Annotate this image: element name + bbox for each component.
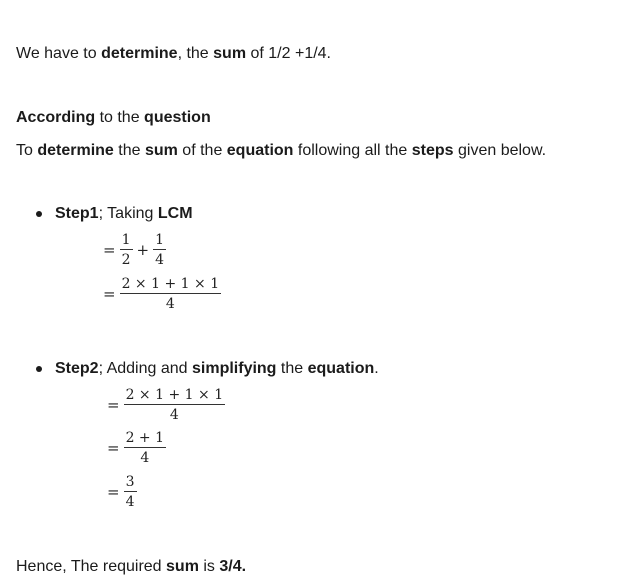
intro-text: , the	[177, 45, 214, 62]
intro-bold-determine: determine	[101, 45, 178, 62]
intro-bold-sum: sum	[213, 45, 247, 62]
text: Hence, The required	[16, 558, 167, 575]
denominator: 2	[121, 252, 131, 268]
intro-line	[16, 44, 331, 64]
bold-sum: sum	[144, 142, 178, 159]
text: is	[198, 558, 220, 575]
bold-determine: determine	[37, 142, 114, 159]
bullet-dot-icon	[36, 211, 42, 217]
bold-equation: equation	[307, 360, 375, 377]
bold-simplifying: simplifying	[192, 360, 277, 377]
fraction	[124, 387, 226, 423]
text: ; Taking	[98, 205, 158, 222]
numerator: 3	[125, 474, 135, 490]
equals-sign: =	[103, 285, 116, 303]
denominator: 4	[140, 450, 150, 466]
text: following all the	[293, 142, 412, 159]
numerator: 2 + 1	[125, 430, 165, 446]
equals-sign: =	[107, 439, 120, 457]
text: .	[374, 360, 379, 377]
denominator: 4	[125, 494, 135, 510]
text: the	[276, 360, 308, 377]
equals-sign: =	[107, 396, 120, 414]
step1-text	[55, 204, 193, 224]
denominator: 4	[165, 296, 175, 312]
fraction	[120, 276, 222, 312]
text: given below.	[453, 142, 547, 159]
fraction	[153, 232, 166, 268]
step2-equation-2	[107, 430, 166, 466]
step2-bullet-item	[36, 359, 456, 379]
equals-sign: =	[107, 483, 120, 501]
bullet-dot-icon	[36, 366, 42, 372]
numerator: 1	[155, 232, 164, 248]
determine-line	[16, 141, 546, 161]
denominator: 4	[169, 407, 179, 423]
text: ; Adding and	[98, 360, 192, 377]
bold-lcm: LCM	[157, 205, 193, 222]
step2-text	[55, 359, 379, 379]
denominator: 4	[155, 252, 164, 268]
step2-equation-3	[107, 474, 137, 510]
fraction	[124, 474, 137, 510]
bold-sum: sum	[166, 558, 199, 575]
step1-equation-2	[103, 276, 221, 312]
according-text: to the	[95, 109, 145, 126]
fraction	[120, 232, 133, 268]
text: of the	[177, 142, 227, 159]
text: the	[113, 142, 145, 159]
numerator: 2 × 1 + 1 × 1	[125, 387, 224, 403]
answer-value: 3/4.	[219, 558, 247, 575]
step1-equation-1	[103, 232, 166, 268]
bold-equation: equation	[226, 142, 294, 159]
numerator: 2 × 1 + 1 × 1	[121, 276, 220, 292]
intro-text: We have to	[16, 45, 102, 62]
numerator: 1	[121, 232, 131, 248]
fraction	[124, 430, 166, 466]
question-bold: question	[144, 109, 211, 126]
text: To	[16, 142, 38, 159]
step1-label: Step1	[55, 205, 99, 222]
according-bold: According	[16, 109, 96, 126]
conclusion-line	[16, 557, 246, 577]
step2-equation-1	[107, 387, 225, 423]
equals-sign: =	[103, 241, 116, 259]
plus-sign: +	[136, 241, 150, 259]
step2-label: Step2	[55, 360, 99, 377]
according-heading	[16, 108, 211, 128]
step1-bullet-item	[36, 204, 336, 224]
bold-steps: steps	[411, 142, 454, 159]
intro-text: of 1/2 +1/4.	[246, 45, 331, 62]
